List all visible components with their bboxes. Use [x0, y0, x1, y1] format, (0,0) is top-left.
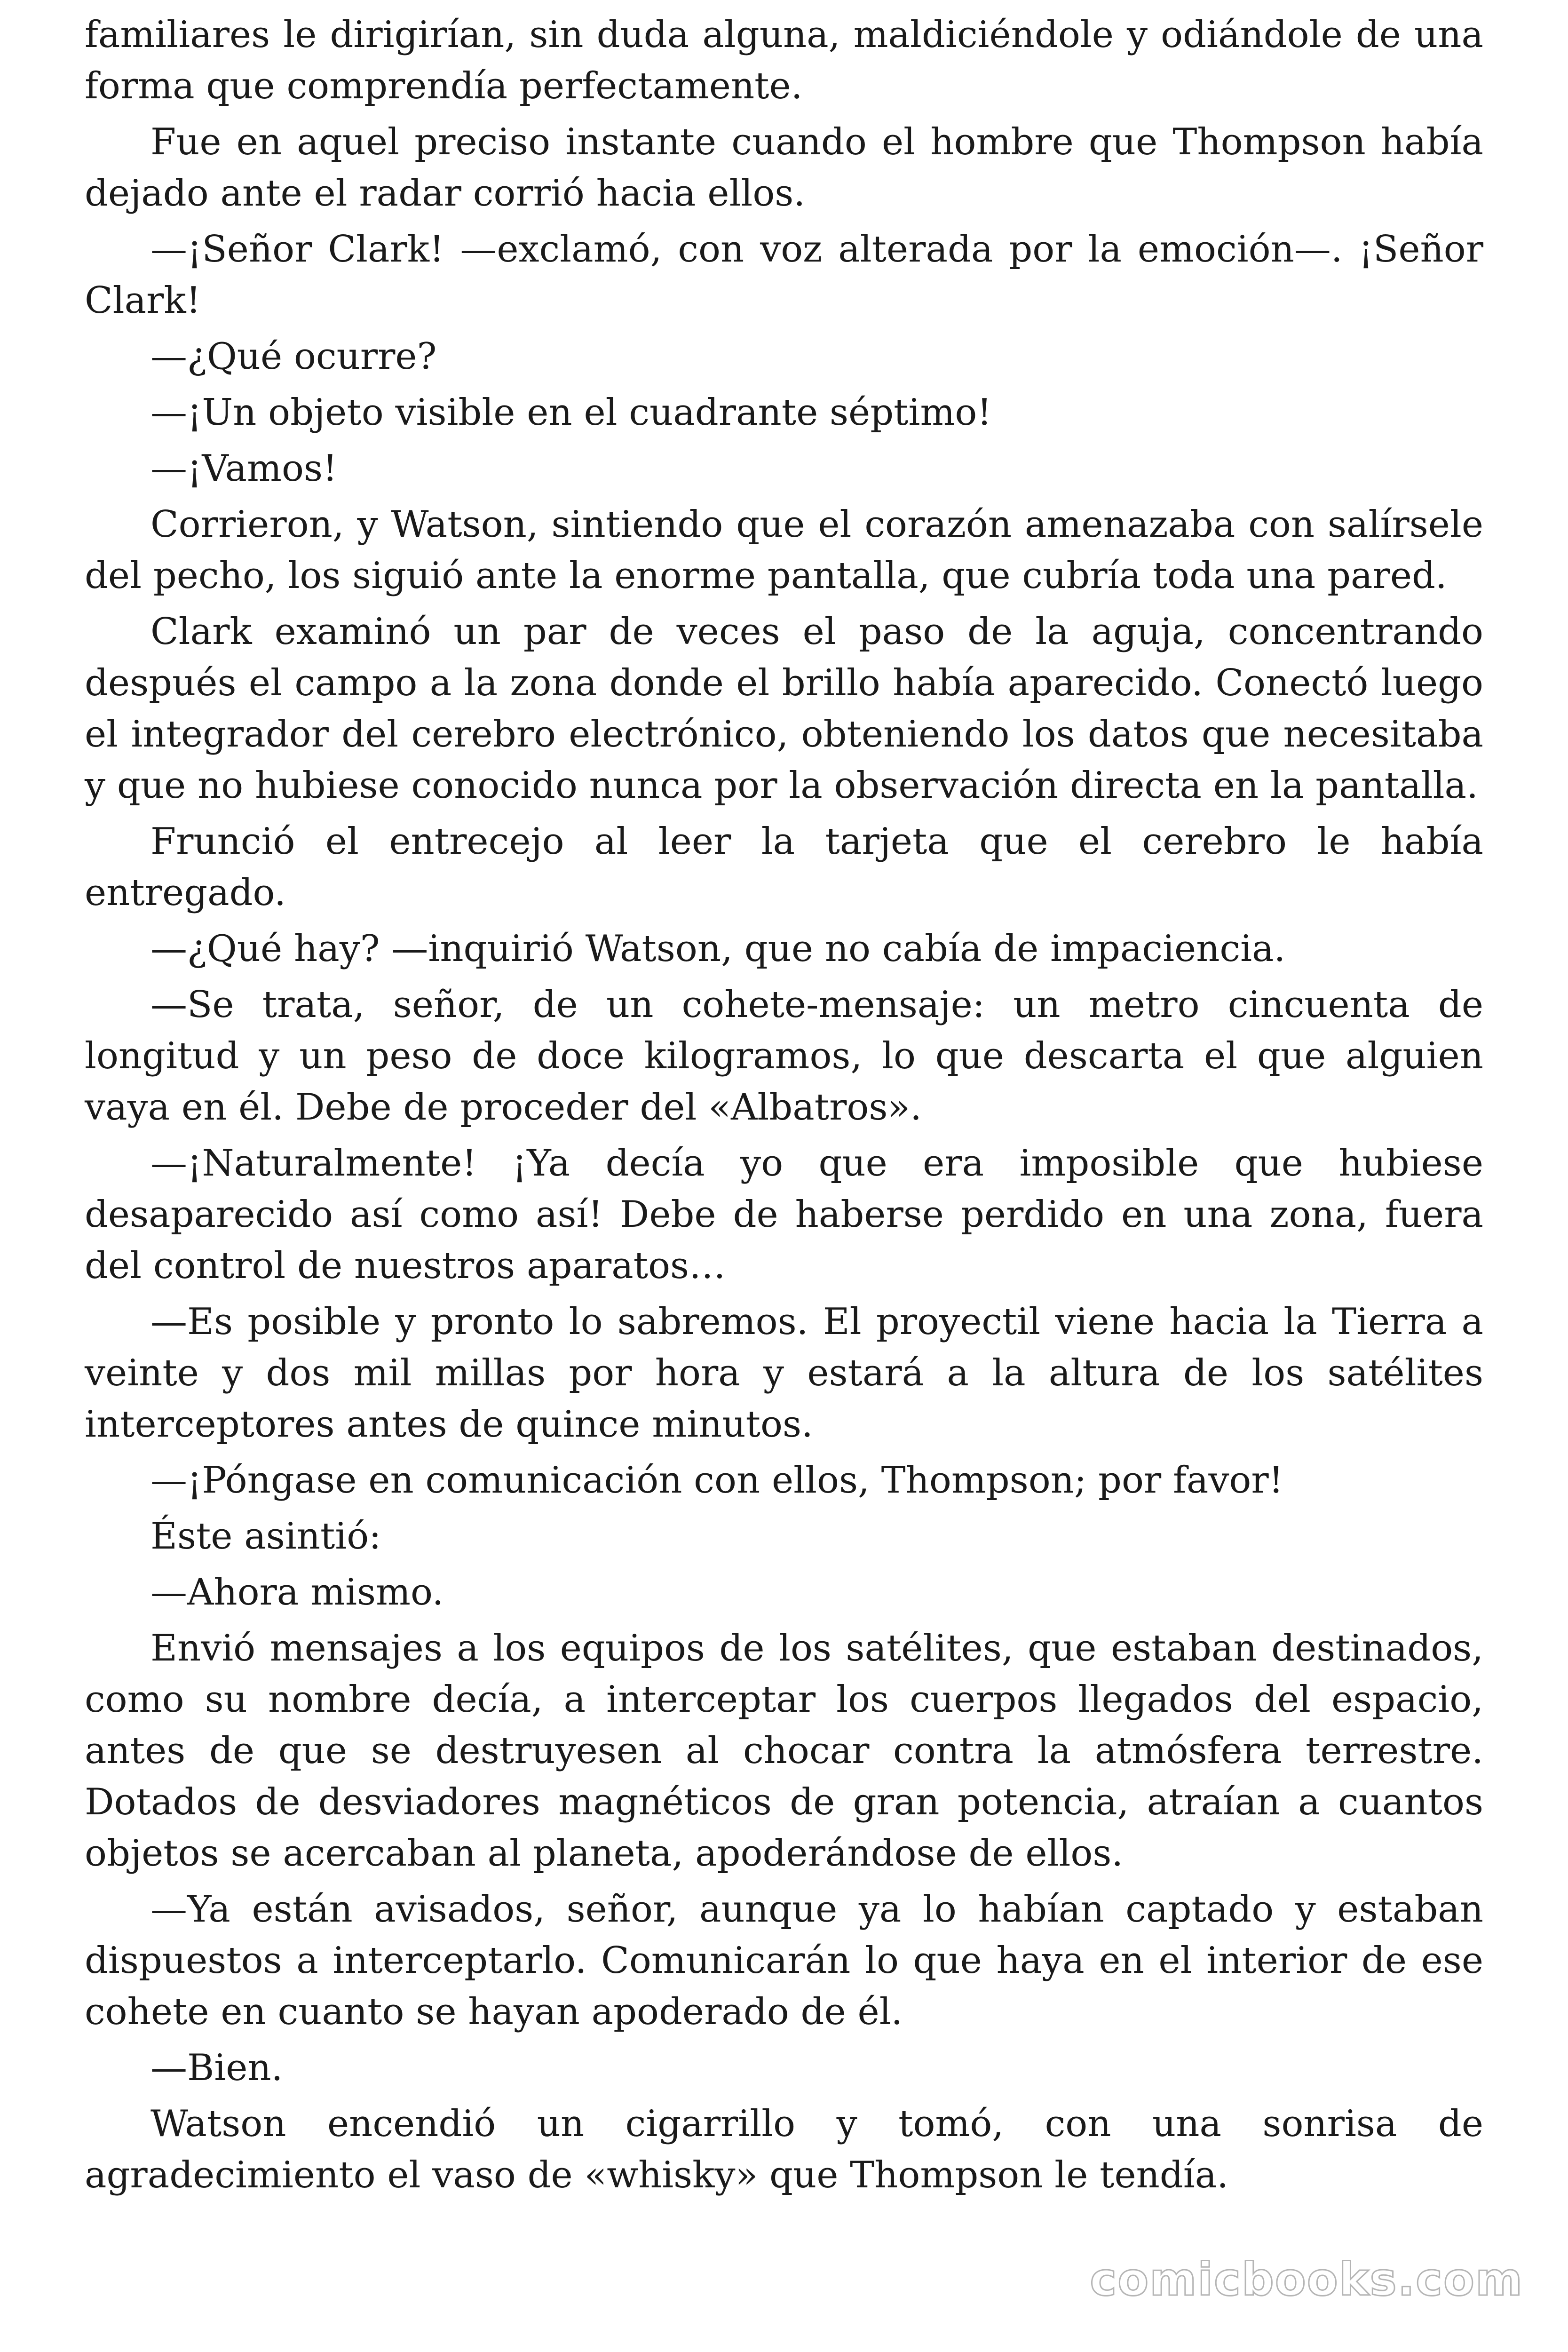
paragraph: —¡Señor Clark! —exclamó, con voz alterada por la emoción—. ¡Señor Clark! [85, 228, 1483, 322]
paragraph: Envió mensajes a los equipos de los satélites, que estaban destinados, como su nombre decía, a interceptar los cuerpos llegados del espacio, antes de que se destruyesen al chocar contra la atmósfera terrestre. Dotados de desviadores magnéticos de gran potencia, atraían a cuantos objetos se acercaban al planeta, apoderándose de ellos. [85, 1627, 1483, 1875]
paragraph: Corrieron, y Watson, sintiendo que el corazón amenazaba con salírsele del pecho, los siguió ante la enorme pantalla, que cubría toda una pared. [85, 503, 1483, 597]
paragraph: —Es posible y pronto lo sabremos. El proyectil viene hacia la Tierra a veinte y dos mil millas por hora y estará a la altura de los satélites interceptores antes de quince minutos. [85, 1301, 1483, 1446]
paragraph: Fue en aquel preciso instante cuando el hombre que Thompson había dejado ante el radar corrió hacia ellos. [85, 121, 1483, 215]
paragraph: —Ya están avisados, señor, aunque ya lo habían captado y estaban dispuestos a interceptarlo. Comunicarán lo que haya en el interior de ese cohete en cuanto se hayan apoderado de él. [85, 1888, 1483, 2033]
paragraph: —¿Qué ocurre? [150, 335, 437, 378]
paragraph: —Ahora mismo. [150, 1571, 444, 1613]
paragraph: familiares le dirigirían, sin duda alguna, maldiciéndole y odiándole de una forma que comprendía perfectamente. [85, 14, 1483, 107]
paragraph: Éste asintió: [150, 1515, 381, 1557]
paragraph: —¡Vamos! [150, 447, 338, 490]
paragraph: —Se trata, señor, de un cohete-mensaje: un metro cincuenta de longitud y un peso de doce kilogramos, lo que descarta el que alguien vaya en él. Debe de proceder del «Albatros». [85, 984, 1483, 1128]
paragraph: —¡Póngase en comunicación con ellos, Thompson; por favor! [150, 1459, 1284, 1502]
paragraph: Frunció el entrecejo al leer la tarjeta que el cerebro le había entregado. [85, 820, 1483, 914]
watermark: comicbooks.com [1090, 2253, 1523, 2306]
paragraph: Clark examinó un par de veces el paso de la aguja, concentrando después el campo a la zona donde el brillo había aparecido. Conectó luego el integrador del cerebro electrónico, obteniendo los datos que necesitaba y que no hubiese conocido nunca por la observación directa en la pantalla. [85, 611, 1483, 807]
paragraph: —¡Un objeto visible en el cuadrante séptimo! [150, 391, 992, 434]
paragraph: —¡Naturalmente! ¡Ya decía yo que era imposible que hubiese desaparecido así como así! Debe de haberse perdido en una zona, fuera del control de nuestros aparatos… [85, 1142, 1483, 1287]
book-page [85, 9, 1483, 2206]
paragraph: Watson encendió un cigarrillo y tomó, con una sonrisa de agradecimiento el vaso de «whisky» que Thompson le tendía. [85, 2103, 1483, 2196]
paragraph: —¿Qué hay? —inquirió Watson, que no cabía de impaciencia. [150, 928, 1286, 970]
paragraph: —Bien. [150, 2047, 283, 2089]
